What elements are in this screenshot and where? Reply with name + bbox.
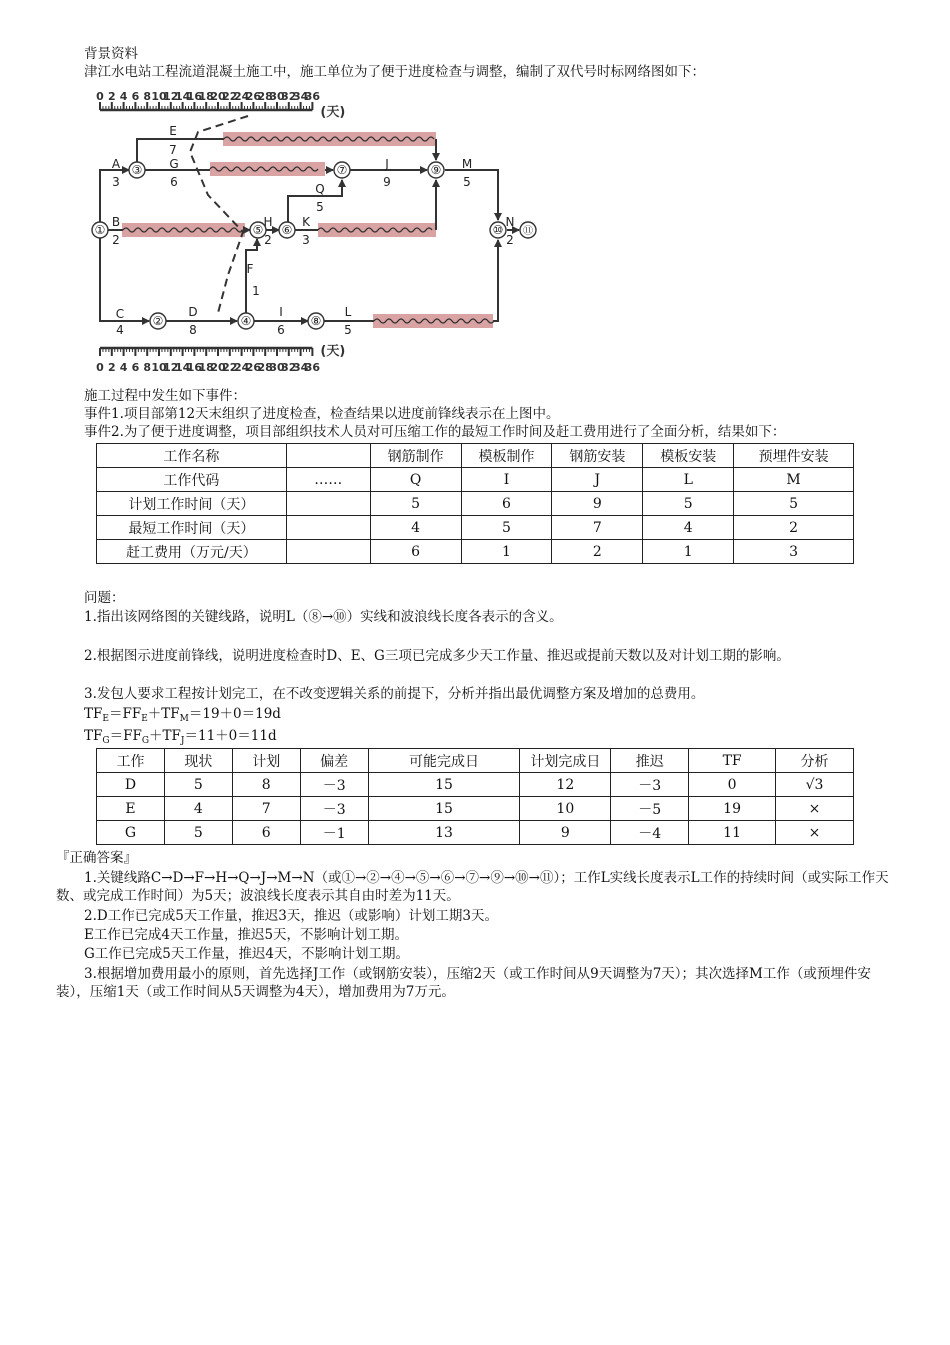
axis-tick-label: 12	[163, 361, 179, 374]
axis-tick-label: 22	[222, 361, 238, 374]
axis-tick-label: 10	[151, 361, 167, 374]
svg-text:⑪: ⑪	[523, 226, 533, 237]
axis-tick-label: 14	[174, 90, 191, 103]
label-i-code: I	[279, 305, 283, 319]
label-d-code: D	[188, 305, 198, 319]
question-2: 2.根据图示进度前锋线，说明进度检查时D、E、G三项已完成多少天工作量、推迟或提前天数以及对计划工期的影响。	[84, 648, 790, 664]
table-cell: 2	[734, 516, 854, 540]
axis-tick-label: 22	[222, 90, 238, 103]
node-9	[428, 162, 444, 178]
table-cell: 可能完成日	[368, 749, 520, 773]
axis-tick-label: 2	[107, 90, 116, 103]
axis-tick-label: 14	[174, 361, 191, 374]
label-g-code: G	[169, 157, 179, 171]
formula-g: $TF_G=FF_G+TF_J=11+0=11d$	[84, 728, 277, 746]
axis-tick-label: 26	[245, 361, 262, 374]
axis-tick-label: 30	[269, 90, 285, 103]
table-cell: 2	[552, 540, 643, 564]
progress-analysis-table	[96, 748, 854, 845]
table-cell: ×	[776, 797, 854, 821]
table-cell: 推迟	[611, 749, 689, 773]
table-row	[97, 492, 854, 516]
table-cell: 5	[734, 492, 854, 516]
table-cell: 计划完成日	[520, 749, 611, 773]
answer-2-e: E工作已完成4天工作量，推迟5天，不影响计划工期。	[84, 927, 409, 943]
table-cell: Q	[370, 468, 461, 492]
table-cell: M	[734, 468, 854, 492]
axis-tick-label: 12	[163, 90, 179, 103]
table-cell: 11	[689, 821, 776, 845]
arrow-l-end	[493, 240, 498, 321]
table-cell: 5	[164, 773, 232, 797]
axis-tick-label: 8	[143, 361, 152, 374]
questions-title: 问题：	[84, 590, 125, 606]
axis-tick-label: 32	[281, 361, 297, 374]
axis-tick-label: 6	[131, 361, 140, 374]
table-cell: 15	[368, 773, 520, 797]
network-diagram	[90, 84, 570, 374]
svg-text:④: ④	[240, 314, 252, 328]
node-7	[334, 162, 350, 178]
node-8	[308, 313, 324, 329]
svg-text:⑥: ⑥	[281, 223, 293, 237]
events-title: 施工过程中发生如下事件：	[84, 388, 246, 404]
table-cell: 9	[520, 821, 611, 845]
table-cell: E	[97, 797, 165, 821]
axis-tick-label: 18	[198, 90, 214, 103]
axis-tick-label: 16	[186, 361, 203, 374]
label-a-code: A	[111, 157, 121, 171]
table-cell: 1	[461, 540, 552, 564]
table-cell: L	[643, 468, 734, 492]
table-row	[97, 821, 854, 845]
label-q-dur: 5	[316, 200, 324, 214]
table-cell: 5	[370, 492, 461, 516]
svg-text:⑤: ⑤	[252, 223, 264, 237]
label-k-code: K	[302, 215, 310, 229]
formula-e: $TF_E=FF_E+TF_M=19+0=19d$	[84, 706, 281, 724]
table-cell: 模板制作	[461, 444, 552, 468]
label-b-dur: 2	[112, 233, 120, 247]
axis-tick-label: 24	[233, 361, 250, 374]
arrow-m	[445, 170, 498, 220]
node-1	[92, 222, 108, 238]
label-b-code: B	[111, 215, 121, 229]
label-d-dur: 8	[189, 323, 197, 337]
event-1: 事件1.项目部第12天末组织了进度检查，检查结果以进度前锋线表示在上图中。	[84, 406, 560, 422]
svg-text:⑧: ⑧	[310, 314, 322, 328]
node-3	[129, 162, 145, 178]
table-cell: ……	[286, 468, 370, 492]
table-cell: 模板安装	[643, 444, 734, 468]
table-cell: 4	[164, 797, 232, 821]
label-n-code: N	[505, 215, 515, 229]
table-cell: 5	[461, 516, 552, 540]
table-cell: 计划	[232, 749, 300, 773]
table-row	[97, 468, 854, 492]
axis-tick-label: 28	[257, 90, 273, 103]
axis-tick-label: 36	[304, 361, 321, 374]
table-cell: 13	[368, 821, 520, 845]
table-cell: 4	[643, 516, 734, 540]
label-h-dur: 2	[264, 233, 272, 247]
question-3: 3.发包人要求工程按计划完工，在不改变逻辑关系的前提下，分析并指出最优调整方案及增加的总费用。	[84, 686, 705, 702]
label-l-dur: 5	[344, 323, 352, 337]
table-cell	[286, 540, 370, 564]
svg-text:⑩: ⑩	[492, 223, 504, 237]
axis-tick-label: 32	[281, 90, 297, 103]
table-row	[97, 444, 854, 468]
event-2: 事件2.为了便于进度调整，项目部组织技术人员对可压缩工作的最短工作时间及赶工费用进行了全面分析，结果如下：	[84, 424, 786, 440]
svg-text:②: ②	[152, 314, 164, 328]
table-cell: 12	[520, 773, 611, 797]
label-k-dur: 3	[302, 233, 310, 247]
table-cell: √3	[776, 773, 854, 797]
table-cell: 15	[368, 797, 520, 821]
table-row	[97, 516, 854, 540]
table-cell: 9	[552, 492, 643, 516]
table-cell: 6	[461, 492, 552, 516]
label-i-dur: 6	[277, 323, 285, 337]
label-f-dur: 1	[252, 284, 260, 298]
axis-tick-label: 6	[131, 90, 140, 103]
axis-unit-label: (天)	[320, 105, 346, 120]
table-cell: 最短工作时间（天）	[97, 516, 287, 540]
label-c-code: C	[115, 307, 125, 321]
table-cell: 19	[689, 797, 776, 821]
table-row	[97, 797, 854, 821]
table-row	[97, 773, 854, 797]
answer-2-d: 2.D工作已完成5天工作量，推迟3天，推迟（或影响）计划工期3天。	[84, 908, 498, 924]
axis-tick-label: 28	[257, 361, 273, 374]
table-cell	[286, 444, 370, 468]
label-n-dur: 2	[506, 233, 514, 247]
table-cell: 7	[232, 797, 300, 821]
table-cell: TF	[689, 749, 776, 773]
table-cell: －3	[300, 797, 368, 821]
table-cell: 工作名称	[97, 444, 287, 468]
svg-text:③: ③	[131, 163, 143, 177]
arrow-c	[100, 238, 149, 321]
node-10	[490, 222, 506, 238]
axis-tick-label: 0	[96, 361, 104, 374]
table-cell: 5	[164, 821, 232, 845]
axis-tick-label: 20	[210, 90, 226, 103]
time-axis-bottom	[96, 344, 345, 374]
table-cell: 7	[552, 516, 643, 540]
axis-tick-label: 34	[292, 361, 309, 374]
answer-2-g: G工作已完成5天工作量，推迟4天，不影响计划工期。	[84, 946, 409, 962]
axis-tick-label: 24	[233, 90, 250, 103]
table-cell: －1	[300, 821, 368, 845]
node-4	[238, 313, 254, 329]
label-h-code: H	[263, 215, 273, 229]
table-cell: 工作代码	[97, 468, 287, 492]
axis-tick-label: 18	[198, 361, 214, 374]
label-f-code: F	[246, 262, 254, 276]
table-cell: －3	[611, 773, 689, 797]
table-cell: 工作	[97, 749, 165, 773]
axis-unit-label: (天)	[320, 344, 346, 359]
axis-tick-label: 20	[210, 361, 226, 374]
background-title: 背景资料	[84, 46, 138, 62]
label-e-dur: 7	[169, 143, 177, 157]
table-cell: 0	[689, 773, 776, 797]
table-cell: 8	[232, 773, 300, 797]
table-cell: 现状	[164, 749, 232, 773]
table-cell: 赶工费用（万元/天）	[97, 540, 287, 564]
axis-tick-label: 4	[119, 90, 128, 103]
answer-1: 1.关键线路C→D→F→H→Q→J→M→N（或①→②→④→⑤→⑥→⑦→⑨→⑩→⑪）；工作L实线长度表示L工作的持续时间（或实际工作天数、或完成工作时间）为5天；波浪线长度表示其自由时差为11天。	[56, 870, 889, 904]
question-1: 1.指出该网络图的关键线路，说明L（⑧→⑩）实线和波浪线长度各表示的含义。	[84, 609, 563, 625]
time-axis-top	[96, 90, 345, 120]
float-l	[373, 314, 493, 328]
axis-tick-label: 26	[245, 90, 262, 103]
svg-text:①: ①	[94, 223, 106, 237]
label-j-dur: 9	[383, 175, 391, 189]
axis-tick-label: 2	[107, 361, 116, 374]
table-cell: 5	[643, 492, 734, 516]
answer-3: 3.根据增加费用最小的原则，首先选择J工作（或钢筋安装），压缩2天（或工作时间从9天调整为7天）；其次选择M工作（或预埋件安装），压缩1天（或工作时间从5天调整为4天），增加费用为7万元。	[56, 966, 871, 1000]
svg-text:⑨: ⑨	[430, 163, 442, 177]
axis-tick-label: 34	[292, 90, 309, 103]
node-2	[150, 313, 166, 329]
arrow-f	[246, 239, 257, 313]
axis-tick-label: 8	[143, 90, 152, 103]
label-q-code: Q	[315, 182, 325, 196]
table-cell: 预埋件安装	[734, 444, 854, 468]
table-cell: 钢筋制作	[370, 444, 461, 468]
table-cell: －4	[611, 821, 689, 845]
table-cell: 钢筋安装	[552, 444, 643, 468]
axis-tick-label: 30	[269, 361, 285, 374]
axis-tick-label: 16	[186, 90, 203, 103]
label-j-code: J	[385, 157, 389, 171]
label-c-dur: 4	[116, 323, 124, 337]
compression-table	[96, 443, 854, 564]
label-m-code: M	[461, 157, 473, 171]
arrow-e-solid	[137, 139, 224, 163]
intro-text: 津江水电站工程流道混凝土施工中，施工单位为了便于进度检查与调整，编制了双代号时标网络图如下：	[84, 64, 705, 80]
axis-tick-label: 36	[304, 90, 321, 103]
table-cell: 偏差	[300, 749, 368, 773]
node-11	[520, 222, 536, 238]
table-cell	[286, 516, 370, 540]
table-cell: ×	[776, 821, 854, 845]
label-g-dur: 6	[170, 175, 178, 189]
table-cell: J	[552, 468, 643, 492]
label-l-code: L	[344, 305, 352, 319]
node-6	[279, 222, 295, 238]
table-cell: D	[97, 773, 165, 797]
table-cell: 计划工作时间（天）	[97, 492, 287, 516]
axis-tick-label: 0	[96, 90, 104, 103]
table-cell: 6	[232, 821, 300, 845]
table-row	[97, 749, 854, 773]
table-cell: 10	[520, 797, 611, 821]
answer-title: 『正确答案』	[56, 850, 137, 866]
axis-tick-label: 4	[119, 361, 128, 374]
table-cell: －3	[300, 773, 368, 797]
table-cell	[286, 492, 370, 516]
axis-tick-label: 10	[151, 90, 167, 103]
table-cell: 6	[370, 540, 461, 564]
table-cell: G	[97, 821, 165, 845]
label-e-code: E	[169, 124, 177, 138]
label-m-dur: 5	[463, 175, 471, 189]
table-cell: 3	[734, 540, 854, 564]
label-a-dur: 3	[112, 175, 120, 189]
svg-text:⑦: ⑦	[336, 163, 348, 177]
table-cell: I	[461, 468, 552, 492]
table-cell: 1	[643, 540, 734, 564]
table-cell: 4	[370, 516, 461, 540]
table-cell: 分析	[776, 749, 854, 773]
table-row	[97, 540, 854, 564]
table-cell: －5	[611, 797, 689, 821]
